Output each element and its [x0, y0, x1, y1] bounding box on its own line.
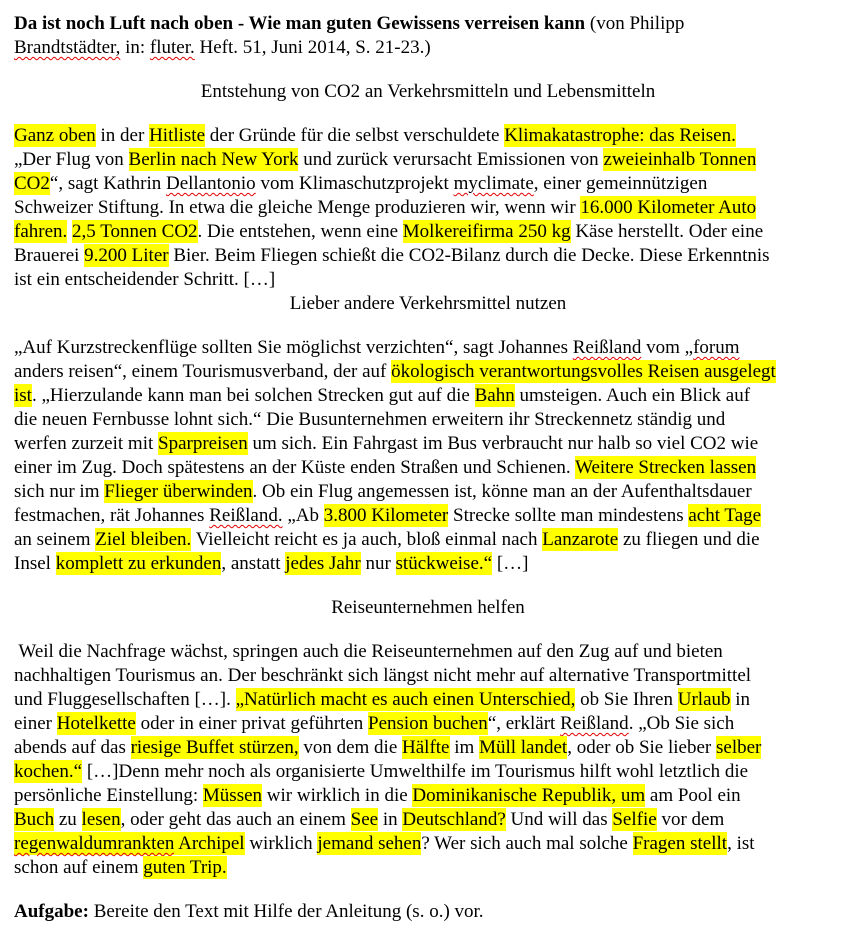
text-line — [14, 712, 842, 736]
text-run: Heft. 51, Juni 2014, S. 21-23.) — [194, 37, 431, 58]
highlighted-text: CO2 — [14, 173, 50, 194]
text-line — [14, 528, 842, 552]
highlighted-text: 2,5 Tonnen CO2 — [72, 221, 198, 242]
text-run: wir wirklich in die — [262, 785, 413, 806]
text-run: an seinem — [14, 529, 96, 550]
spellcheck-flagged-text: myclimate — [453, 173, 534, 194]
text-run: „Der Flug von — [14, 149, 129, 170]
text-line — [14, 220, 842, 244]
text-run: Aufgabe: — [14, 901, 89, 922]
paragraph — [14, 640, 842, 880]
highlighted-text: Müll landet — [479, 737, 568, 758]
text-run: nur — [360, 553, 396, 574]
spellcheck-flagged-text: forum — [693, 337, 740, 358]
text-run: , oder geht das auch an einem — [120, 809, 351, 830]
highlighted-text: Flieger überwinden — [104, 481, 253, 502]
text-run: nachhaltigen Tourismus an. Der beschränkt sich längst nicht mehr auf alternative Transportmittel — [14, 665, 752, 686]
text-run: , anstatt — [221, 553, 286, 574]
text-line — [14, 784, 842, 808]
highlighted-text: jemand sehen — [317, 833, 422, 854]
highlighted-text: Klimakatastrophe: das Reisen. — [504, 125, 736, 146]
text-run: Da ist noch Luft nach oben - Wie man guten Gewissens verreisen kann — [14, 13, 586, 34]
highlighted-text: jedes Jahr — [285, 553, 361, 574]
highlighted-text: „Natürlich macht es auch einen Unterschied, — [235, 689, 576, 710]
highlighted-text: fahren. — [14, 221, 68, 242]
text-run: anders reisen“, einem Tourismusverband, der auf — [14, 361, 392, 382]
text-line — [14, 432, 842, 456]
highlighted-text: Buch — [14, 809, 55, 830]
highlighted-text: zweieinhalb Tonnen — [603, 149, 757, 170]
highlighted-text: stückweise.“ — [395, 553, 493, 574]
text-line — [14, 456, 842, 480]
highlighted-text: selber — [716, 737, 762, 758]
text-run: ist ein entscheidender Schritt. […] — [14, 269, 276, 290]
text-run: zu — [54, 809, 82, 830]
text-run: festmachen, rät Johannes — [14, 505, 210, 526]
highlighted-text: Berlin nach New York — [128, 149, 299, 170]
text-run: […]Denn mehr noch als organisierte Umwelthilfe im Tourismus hilft wohl letztlich die — [82, 761, 749, 782]
text-run: umsteigen. Auch ein Blick auf — [514, 385, 751, 406]
text-line — [14, 196, 842, 220]
text-run: Lieber andere Verkehrsmittel nutzen — [289, 293, 567, 314]
text-line — [14, 124, 842, 148]
text-line — [14, 856, 842, 880]
highlighted-text: Hitliste — [149, 125, 206, 146]
text-run: einer im Zug. Doch spätestens an der Küste enden Straßen und Schienen. — [14, 457, 576, 478]
text-line — [14, 172, 842, 196]
highlighted-text: Archipel — [174, 833, 245, 854]
text-run: die neuen Fernbusse lohnt sich.“ Die Busunternehmen erweitern ihr Streckennetz ständig und — [14, 409, 726, 430]
text-run: . Ob ein Flug angemessen ist, könne man an der Aufenthaltsdauer — [252, 481, 752, 502]
highlighted-text: Fragen stellt — [632, 833, 728, 854]
highlighted-text: Weitere Strecken lassen — [575, 457, 757, 478]
text-run: im — [449, 737, 480, 758]
text-run: Bereite den Text mit Hilfe der Anleitung (s. o.) vor. — [88, 901, 484, 922]
text-run: , ist — [727, 833, 755, 854]
highlighted-text: Molkereifirma 250 kg — [402, 221, 571, 242]
text-run: vor dem — [656, 809, 725, 830]
highlighted-text: Ganz oben — [14, 125, 96, 146]
text-line — [14, 832, 842, 856]
text-run: vom „ — [641, 337, 694, 358]
text-run: . „Ob Sie sich — [628, 713, 735, 734]
text-run: und Fluggesellschaften […]. — [14, 689, 236, 710]
highlighted-text: Hälfte — [402, 737, 450, 758]
text-run: am Pool ein — [645, 785, 741, 806]
spellcheck-flagged-text: fluter. — [149, 37, 195, 58]
text-run: in der — [95, 125, 150, 146]
text-run: oder in einer privat geführten — [135, 713, 369, 734]
paragraph — [14, 124, 842, 292]
text-run: persönliche Einstellung: — [14, 785, 203, 806]
highlighted-text: Müssen — [202, 785, 263, 806]
text-run: , einer gemeinnützigen — [533, 173, 708, 194]
text-run: Strecke sollte man mindestens — [448, 505, 689, 526]
highlighted-text: Hotelkette — [56, 713, 136, 734]
text-run: und zurück verursacht Emissionen von — [298, 149, 604, 170]
text-line — [14, 80, 842, 104]
text-run: Insel — [14, 553, 56, 574]
highlighted-text: Deutschland? — [402, 809, 506, 830]
text-run: “, erklärt — [487, 713, 561, 734]
paragraph — [14, 336, 842, 576]
task-line — [14, 900, 842, 924]
text-line — [14, 244, 842, 268]
text-run: Käse herstellt. Oder eine — [570, 221, 764, 242]
spellcheck-flagged-text: Reißland — [560, 713, 629, 734]
highlighted-text: 9.200 Liter — [84, 245, 169, 266]
text-line — [14, 36, 842, 60]
text-run: “, sagt Kathrin — [49, 173, 166, 194]
text-run: zu fliegen und die — [618, 529, 760, 550]
text-run: um sich. Ein Fahrgast im Bus verbraucht nur halb so viel CO2 wie — [247, 433, 759, 454]
text-run: Reiseunternehmen helfen — [331, 597, 525, 618]
text-run: ? Wer sich auch mal solche — [421, 833, 633, 854]
text-line — [14, 504, 842, 528]
text-run: „Ab — [282, 505, 324, 526]
text-run: Weil die Nachfrage wächst, springen auch die Reiseunternehmen auf den Zug auf und bieten — [14, 641, 723, 662]
section-heading — [14, 596, 842, 620]
text-run: schon auf einem — [14, 857, 144, 878]
document-title — [14, 12, 842, 60]
text-line — [14, 268, 842, 292]
text-line — [14, 664, 842, 688]
text-line — [14, 640, 842, 664]
text-run: […] — [492, 553, 529, 574]
text-line — [14, 336, 842, 360]
highlighted-text: guten Trip. — [143, 857, 227, 878]
text-line — [14, 808, 842, 832]
section-heading — [14, 292, 842, 316]
highlighted-text: 3.800 Kilometer — [323, 505, 449, 526]
text-run: Vielleicht reicht es ja auch, bloß einmal nach — [191, 529, 543, 550]
highlighted-text: kochen.“ — [14, 761, 83, 782]
highlighted-text: 16.000 Kilometer Auto — [580, 197, 757, 218]
text-run: einer — [14, 713, 57, 734]
text-line — [14, 480, 842, 504]
highlighted-text: acht Tage — [688, 505, 762, 526]
text-run: vom Klimaschutzprojekt — [255, 173, 454, 194]
text-run: . „Hierzulande kann man bei solchen Strecken gut auf die — [31, 385, 475, 406]
spellcheck-flagged-text: Brandtstädter, — [14, 37, 121, 58]
text-line — [14, 760, 842, 784]
text-line — [14, 688, 842, 712]
text-line — [14, 736, 842, 760]
text-run: . Die entstehen, wenn eine — [197, 221, 403, 242]
text-run: Schweizer Stiftung. In etwa die gleiche Menge produzieren wir, wenn wir — [14, 197, 581, 218]
highlighted-text: Dominikanische Republik, um — [412, 785, 646, 806]
document-body — [14, 12, 842, 924]
highlighted-text: Sparpreisen — [158, 433, 248, 454]
text-run: sich nur im — [14, 481, 105, 502]
highlighted-text: riesige Buffet stürzen, — [130, 737, 299, 758]
text-line — [14, 596, 842, 620]
highlighted-text: Selfie — [612, 809, 657, 830]
highlighted-text: Urlaub — [677, 689, 731, 710]
spellcheck-flagged-text: regenwaldumrankten — [14, 833, 175, 854]
text-run: in: — [120, 37, 150, 58]
highlighted-text: komplett zu erkunden — [55, 553, 222, 574]
text-run: werfen zurzeit mit — [14, 433, 159, 454]
text-run: Brauerei — [14, 245, 85, 266]
text-run: , oder ob Sie lieber — [567, 737, 716, 758]
highlighted-text: Pension buchen — [368, 713, 488, 734]
highlighted-text: See — [350, 809, 379, 830]
highlighted-text: lesen — [81, 809, 121, 830]
text-line — [14, 384, 842, 408]
text-run: (von Philipp — [585, 13, 685, 34]
text-line — [14, 552, 842, 576]
text-run: von dem die — [298, 737, 403, 758]
text-run: abends auf das — [14, 737, 131, 758]
text-run: Bier. Beim Fliegen schießt die CO2-Bilanz durch die Decke. Diese Erkenntnis — [168, 245, 770, 266]
text-line — [14, 148, 842, 172]
text-line — [14, 900, 842, 924]
text-run: in — [378, 809, 403, 830]
text-run: wirklich — [244, 833, 318, 854]
highlighted-text: ist — [14, 385, 32, 406]
text-run: Und will das — [505, 809, 613, 830]
text-run: in — [730, 689, 751, 710]
spellcheck-flagged-text: Dellantonio — [165, 173, 256, 194]
text-line — [14, 408, 842, 432]
highlighted-text: ökologisch verantwortungsvolles Reisen ausgelegt — [391, 361, 776, 382]
section-heading — [14, 80, 842, 104]
text-run: der Gründe für die selbst verschuldete — [205, 125, 505, 146]
spellcheck-flagged-text: Reißland — [572, 337, 642, 358]
text-line — [14, 12, 842, 36]
highlighted-text: Lanzarote — [542, 529, 619, 550]
text-line — [14, 292, 842, 316]
spellcheck-flagged-text: Reißland. — [209, 505, 283, 526]
text-run: „Auf Kurzstreckenflüge sollten Sie möglichst verzichten“, sagt Johannes — [14, 337, 573, 358]
highlighted-text: Bahn — [474, 385, 515, 406]
text-run: Entstehung von CO2 an Verkehrsmitteln und Lebensmitteln — [200, 81, 656, 102]
text-line — [14, 360, 842, 384]
highlighted-text: Ziel bleiben. — [95, 529, 192, 550]
text-run: ob Sie Ihren — [575, 689, 678, 710]
